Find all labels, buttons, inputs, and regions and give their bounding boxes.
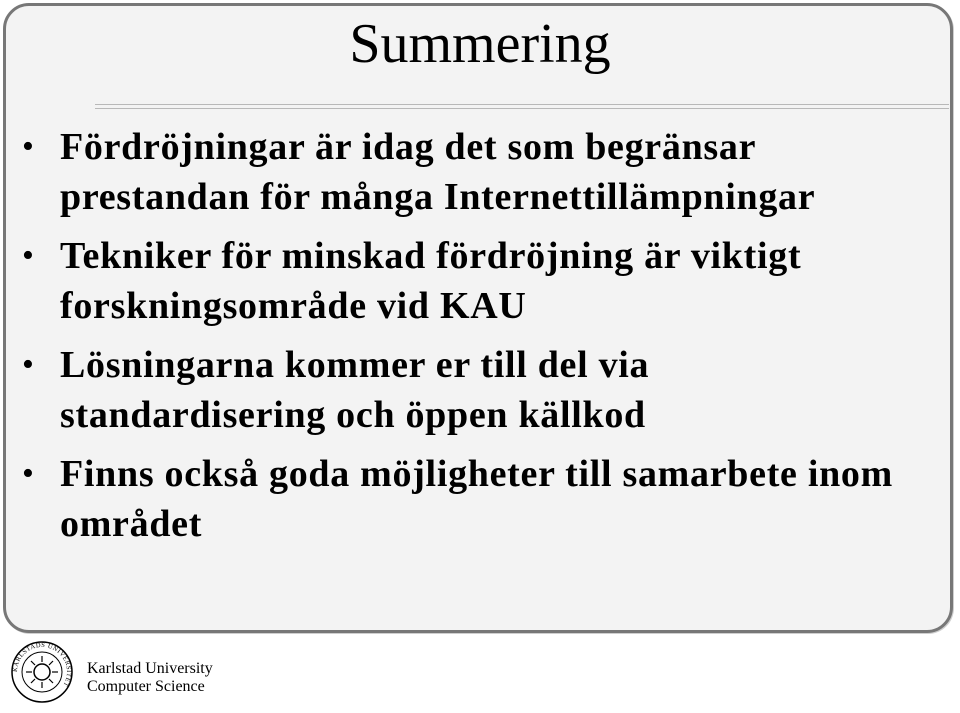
- bullet-icon: •: [22, 128, 35, 165]
- university-seal-icon: [10, 640, 74, 704]
- bullet-icon: •: [22, 455, 35, 492]
- bullet-item: • Tekniker för minskad fördröjning är viktigt forskningsområde vid KAU: [22, 231, 922, 331]
- bullet-icon: •: [22, 346, 35, 383]
- bullet-item: • Finns också goda möjligheter till samarbete inom området: [22, 449, 922, 549]
- bullet-icon: •: [22, 237, 35, 274]
- bullet-list: [22, 122, 922, 558]
- title-rule: [95, 108, 949, 109]
- title-rule: [95, 104, 949, 105]
- footer-university: Karlstad University: [87, 660, 213, 677]
- bullet-item: • Fördröjningar är idag det som begränsar prestandan för många Internettillämpningar: [22, 122, 922, 222]
- seal-text: KARLSTADS UNIVERSITET: [11, 641, 73, 688]
- footer-text: [87, 660, 213, 696]
- bullet-item: • Lösningarna kommer er till del via standardisering och öppen källkod: [22, 340, 922, 440]
- footer-department: Computer Science: [87, 678, 205, 695]
- slide-title: Summering: [349, 13, 611, 75]
